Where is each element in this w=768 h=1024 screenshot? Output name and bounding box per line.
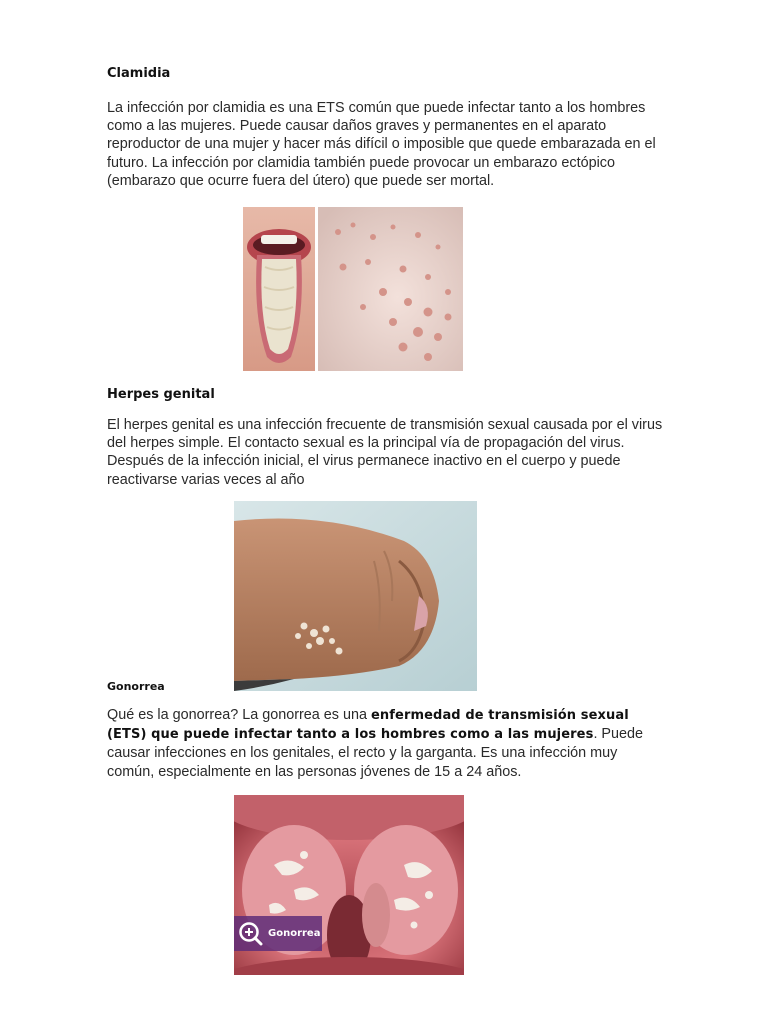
image-badge-label: Gonorrea: [268, 928, 321, 939]
section-title-clamidia: Clamidia: [107, 66, 171, 81]
section-title-gonorrea: Gonorrea: [107, 680, 165, 693]
section-title-herpes: Herpes genital: [107, 387, 215, 402]
zoom-plus-icon: [238, 921, 264, 947]
herpes-photo: [234, 501, 477, 691]
image-badge: [234, 916, 322, 951]
section-paragraph-herpes: El herpes genital es una infección frecuente de transmisión sexual causada por el virus del herpes simple. El contacto sexual es la principal vía de propagación del virus. Después de la infección inicial, el virus permanece inactivo en el cuerpo y puede reactivarse varias veces al año: [107, 417, 663, 488]
section-paragraph-gonorrea: Qué es la gonorrea? La gonorrea es una enfermedad de transmisión sexual (ETS) que puede infectar tanto a los hombres como a las mujeres. Puede causar infecciones en los genitales, el recto y la garganta. Es una infección muy común, especialmente en las personas jóvenes de 15 a 24 años.: [107, 707, 644, 780]
gonorrea-photo: [234, 795, 464, 975]
clamidia-photo: [243, 207, 463, 371]
section-paragraph-clamidia: La infección por clamidia es una ETS común que puede infectar tanto a los hombres como a las mujeres. Puede causar daños graves y permanentes en el aparato reproductor de una mujer y hacer más difícil o imposible que quede embarazada en el futuro. La infección por clamidia también puede provocar un embarazo ectópico (embarazo que ocurre fuera del útero) que puede ser mortal.: [107, 100, 656, 189]
